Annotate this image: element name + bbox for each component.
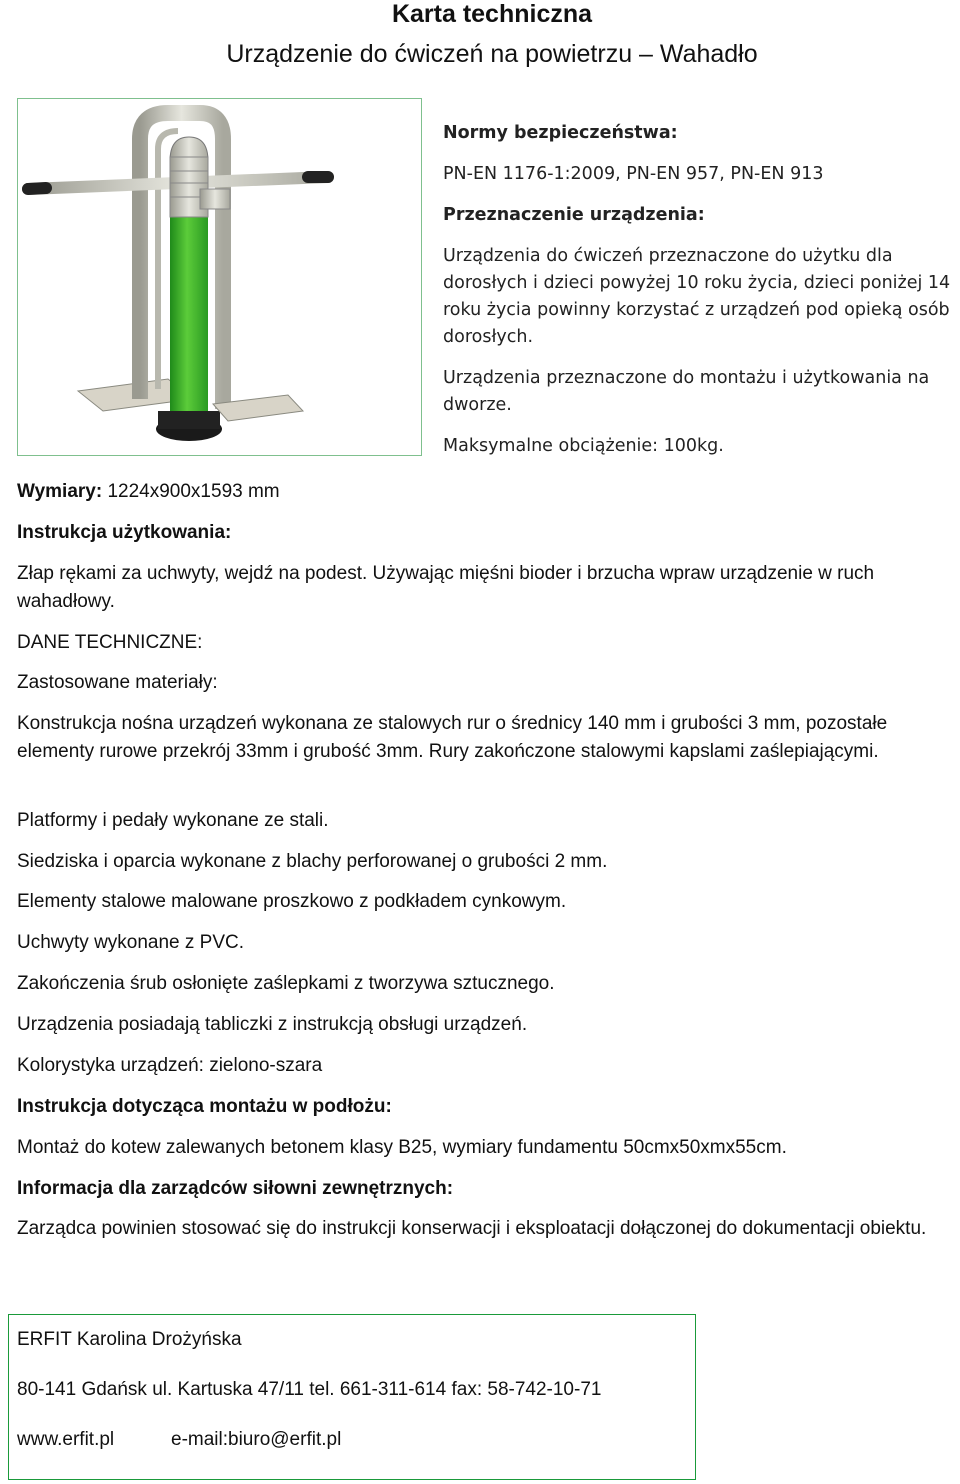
mounting-text: Montaż do kotew zalewanych betonem klasy B25, wymiary fundamentu 50cmx50xmx55cm. (17, 1137, 787, 1158)
max-load: Maksymalne obciążenie: 100kg. (443, 436, 724, 456)
purpose-text: Urządzenia do ćwiczeń przeznaczone do użytku dla dorosłych i dzieci powyżej 10 roku życia, dzieci poniżej 14 roku życia powinny korzystać z urządzeń pod opieką osób dorosłych. (443, 246, 951, 347)
right-column (443, 120, 953, 474)
company-name: ERFIT Karolina Drożyńska (17, 1329, 242, 1350)
materials-item: Elementy stalowe malowane proszkowo z podkładem cynkowym. (17, 891, 567, 912)
managers-label: Informacja dla zarządców siłowni zewnętrznych: (17, 1178, 454, 1199)
materials-item: Uchwyty wykonane z PVC. (17, 932, 245, 953)
dimensions-value: 1224x900x1593 mm (107, 481, 280, 502)
document-subtitle: Urządzenie do ćwiczeń na powietrzu – Wahadło (226, 40, 758, 68)
dimensions-line (17, 478, 947, 506)
pendulum-equipment-illustration (18, 99, 421, 455)
materials-item: Konstrukcja nośna urządzeń wykonana ze stalowych rur o średnicy 140 mm i grubości 3 mm, pozostałe elementy rurowe przekrój 33mm i grubość 3mm. Rury zakończone stalowymi kapslami zaślepiającymi. (17, 713, 888, 762)
document-title: Karta techniczna (391, 0, 593, 28)
dimensions-label: Wymiary: (17, 481, 103, 502)
materials-item: Zakończenia śrub osłonięte zaślepkami z tworzywa sztucznego. (17, 973, 555, 994)
materials-item: Siedziska i oparcia wykonane z blachy perforowanej o grubości 2 mm. (17, 851, 608, 872)
materials-item: Platformy i pedały wykonane ze stali. (17, 810, 329, 831)
materials-label: Zastosowane materiały: (17, 672, 218, 693)
outdoor-text: Urządzenia przeznaczone do montażu i użytkowania na dworze. (443, 368, 930, 415)
mounting-label: Instrukcja dotycząca montażu w podłożu: (17, 1096, 392, 1117)
materials-item: Urządzenia posiadają tabliczki z instrukcją obsługi urządzeń. (17, 1014, 528, 1035)
materials-item: Kolorystyka urządzeń: zielono-szara (17, 1055, 323, 1076)
tech-label: DANE TECHNICZNE: (17, 632, 203, 653)
usage-label: Instrukcja użytkowania: (17, 522, 232, 543)
equipment-photo (17, 98, 422, 456)
website-link[interactable]: www.erfit.pl (17, 1429, 115, 1450)
norms-value: PN-EN 1176-1:2009, PN-EN 957, PN-EN 913 (443, 164, 824, 184)
managers-text: Zarządca powinien stosować się do instrukcji konserwacji i eksploatacji dołączonej do dokumentacji obiektu. (17, 1218, 927, 1239)
norms-label: Normy bezpieczeństwa: (443, 123, 678, 143)
usage-text: Złap rękami za uchwyty, wejdź na podest. Używając mięśni bioder i brzucha wpraw urządzenie w ruch wahadłowy. (17, 563, 875, 612)
contact-box (8, 1314, 696, 1480)
company-address: 80-141 Gdańsk ul. Kartuska 47/11 tel. 661-311-614 fax: 58-742-10-71 (17, 1379, 602, 1400)
purpose-label: Przeznaczenie urządzenia: (443, 205, 705, 225)
email-link[interactable]: e-mail:biuro@erfit.pl (171, 1429, 342, 1450)
